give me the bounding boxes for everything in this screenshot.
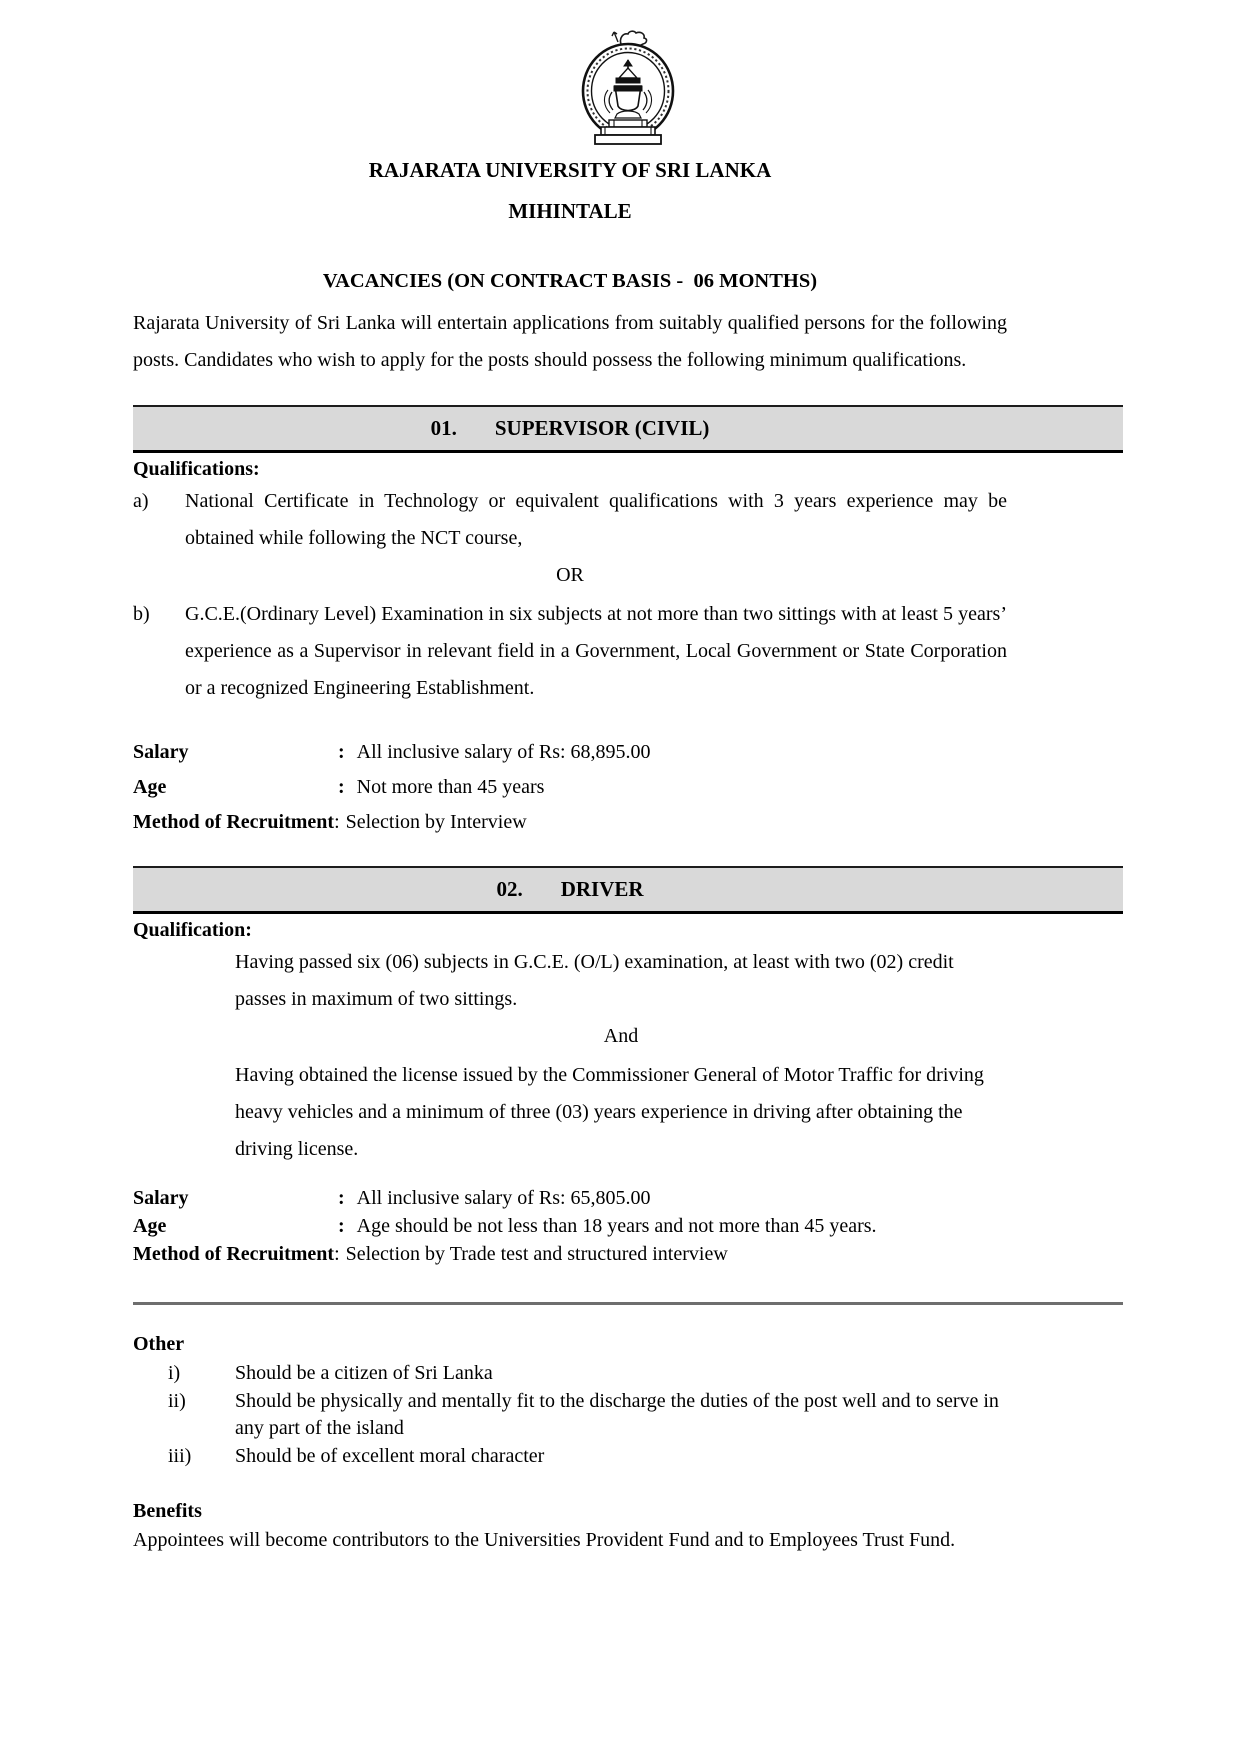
section-divider-rule (133, 1302, 1123, 1305)
driver-details (133, 1184, 1123, 1268)
job-section-driver (133, 866, 1123, 1268)
age-label: Age (133, 776, 167, 798)
item-marker: iii) (168, 1444, 192, 1467)
method-row (133, 1240, 1123, 1268)
list-item (133, 1443, 1123, 1471)
benefits-heading: Benefits (133, 1500, 202, 1523)
section-banner-supervisor (133, 405, 1123, 453)
driver-qualification-paragraph-2: Having obtained the license issued by the Commissioner General of Motor Traffic for driving heavy vehicles and a minimum of three (03) years experience in driving after obtaining the driving license. (235, 1064, 984, 1160)
colon-separator: : (338, 1215, 345, 1237)
colon-separator: : (338, 776, 345, 798)
benefits-section (133, 1500, 1123, 1555)
method-value: Selection by Interview (345, 811, 527, 833)
item-marker: ii) (168, 1389, 186, 1412)
salary-value: All inclusive salary of Rs: 65,805.00 (356, 1187, 651, 1209)
list-item (133, 1388, 1123, 1443)
university-crest-logo (133, 28, 1123, 152)
and-connector: And (603, 1025, 639, 1047)
item-marker: b) (133, 603, 150, 625)
item-text: National Certificate in Technology or equivalent qualifications with 3 years experience may be obtained while following the NCT course, (185, 490, 1007, 549)
salary-row (133, 1184, 1123, 1212)
colon-separator: : (338, 1187, 345, 1209)
item-marker: a) (133, 490, 149, 512)
document-title: VACANCIES (ON CONTRACT BASIS - 06 MONTHS) (322, 270, 818, 292)
other-conditions-list (133, 1360, 1123, 1470)
university-location: MIHINTALE (508, 199, 632, 223)
age-row (133, 770, 1123, 805)
item-text: G.C.E.(Ordinary Level) Examination in six subjects at not more than two sittings with at least 5 years’ experience as a Supervisor in relevant field in a Government, Local Government or State Corporation or a recognized Engineering Establishment. (185, 603, 1007, 699)
qualification-heading: Qualification: (133, 919, 252, 941)
colon-separator: : (334, 811, 340, 833)
age-value: Not more than 45 years (356, 776, 545, 798)
crest-icon (569, 28, 687, 152)
qualifications-heading: Qualifications: (133, 458, 260, 480)
age-row (133, 1212, 1123, 1240)
other-section (133, 1333, 1123, 1470)
list-item (133, 1360, 1123, 1388)
age-label: Age (133, 1215, 167, 1237)
benefits-text: Appointees will become contributors to the Universities Provident Fund and to Employees Trust Fund. (133, 1529, 956, 1552)
salary-label: Salary (133, 741, 189, 763)
university-name: RAJARATA UNIVERSITY OF SRI LANKA (368, 158, 772, 182)
method-value: Selection by Trade test and structured interview (345, 1243, 728, 1265)
salary-label: Salary (133, 1187, 189, 1209)
other-heading: Other (133, 1333, 185, 1355)
section-title: SUPERVISOR (CIVIL) (494, 416, 710, 440)
age-value: Age should be not less than 18 years and not more than 45 years. (356, 1215, 877, 1237)
qualification-item-b (133, 596, 1123, 707)
method-row (133, 805, 1123, 840)
colon-separator: : (334, 1243, 340, 1265)
item-marker: i) (168, 1362, 181, 1384)
or-connector: OR (556, 564, 584, 586)
item-text: Should be of excellent moral character (235, 1444, 545, 1467)
section-title: DRIVER (560, 877, 644, 901)
salary-row (133, 735, 1123, 770)
colon-separator: : (338, 741, 345, 763)
intro-paragraph: Rajarata University of Sri Lanka will entertain applications from suitably qualified persons for the following posts. Candidates who wish to apply for the posts should possess the following minimum qualifications. (133, 312, 1007, 371)
section-banner-driver (133, 866, 1123, 914)
job-section-supervisor (133, 405, 1123, 840)
item-text: Should be a citizen of Sri Lanka (235, 1362, 493, 1384)
driver-qualification-paragraph-1: Having passed six (06) subjects in G.C.E. (O/L) examination, at least with two (02) credit passes in maximum of two sittings. (235, 951, 954, 1010)
method-label: Method of Recruitment (133, 1243, 335, 1265)
supervisor-details (133, 735, 1123, 840)
method-label: Method of Recruitment (133, 811, 335, 833)
section-number: 02. (496, 877, 523, 901)
salary-value: All inclusive salary of Rs: 68,895.00 (356, 741, 651, 763)
section-number: 01. (430, 416, 457, 440)
qualification-item-a (133, 483, 1123, 557)
item-text: Should be physically and mentally fit to the discharge the duties of the post well and to serve in any part of the island (235, 1389, 999, 1440)
